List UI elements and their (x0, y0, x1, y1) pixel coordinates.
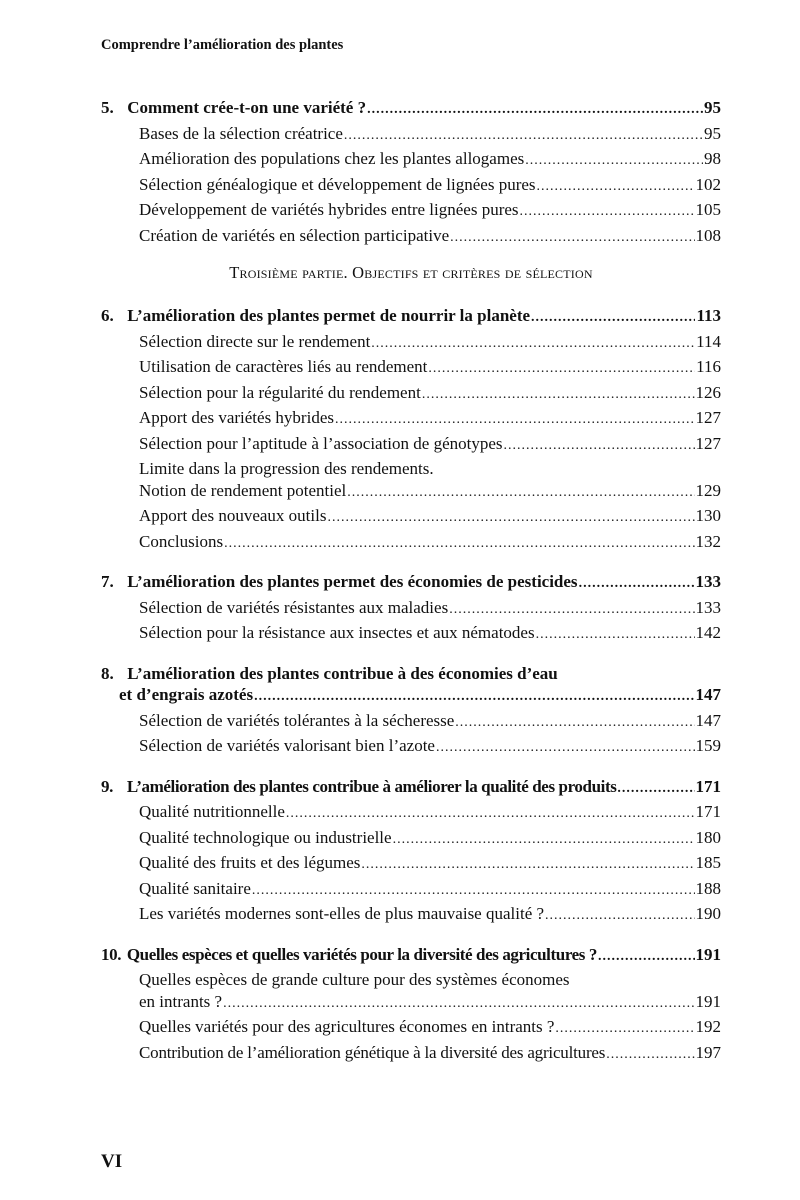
entry-label: Apport des variétés hybrides (139, 408, 334, 427)
toc-entry[interactable] (101, 850, 721, 876)
entry-label: Les variétés modernes sont-elles de plus mauvaise qualité ? (139, 904, 545, 923)
chapter-number: 8. (101, 663, 114, 683)
entry-label: Conclusions (139, 531, 224, 551)
chapter-9-title-line[interactable] (101, 774, 721, 800)
chapter-6 (101, 303, 721, 554)
leader-dots (555, 1016, 694, 1040)
chapter-title-text (101, 569, 578, 595)
toc-entry[interactable] (101, 799, 721, 825)
leader-dots (455, 710, 694, 734)
chapter-title-text (101, 942, 597, 968)
toc-entry-line2[interactable] (101, 989, 721, 1015)
page-number: 133 (695, 572, 721, 591)
toc-entry[interactable] (101, 529, 721, 555)
leader-dots (361, 852, 694, 876)
chapter-title: L’amélioration des plantes permet des économies de pesticides (127, 572, 578, 591)
page-number: 132 (695, 531, 721, 551)
page-number: 108 (695, 225, 721, 245)
leader-dots (393, 827, 695, 851)
leader-dots (344, 123, 703, 147)
entry-label: Sélection généalogique et développement de lignées pures (139, 174, 536, 194)
page-number: 192 (695, 1017, 721, 1036)
toc-entry[interactable] (101, 172, 721, 198)
chapter-title: L’amélioration des plantes contribue à améliorer la qualité des produits (126, 776, 617, 796)
toc-entry[interactable] (101, 901, 721, 927)
entry-label: Sélection pour la régularité du rendement (139, 382, 421, 402)
page-number: 197 (695, 1042, 721, 1062)
page-number: 185 (695, 853, 721, 872)
chapter-number: 10. (101, 944, 122, 964)
entry-label: Création de variétés en sélection participative (139, 225, 450, 245)
toc-entry[interactable] (101, 733, 721, 759)
chapter-title: Comment crée-t-on une variété ? (127, 98, 367, 117)
running-head: Comprendre l’amélioration des plantes (101, 37, 344, 53)
leader-dots (286, 801, 695, 825)
chapter-number: 7. (101, 572, 114, 591)
leader-dots (579, 571, 695, 595)
page-folio: VI (101, 1151, 123, 1172)
toc-entry[interactable] (101, 405, 721, 431)
page-number: 95 (704, 123, 721, 143)
chapter-9 (101, 774, 721, 927)
entry-label: Sélection de variétés tolérantes à la sécheresse (139, 710, 455, 730)
chapter-number: 5. (101, 98, 114, 117)
entry-label: Qualité des fruits et des légumes (139, 853, 361, 872)
entry-label: Sélection pour l’aptitude à l’association de génotypes (139, 433, 503, 453)
chapter-7 (101, 569, 721, 646)
toc-entry[interactable] (101, 354, 721, 380)
leader-dots (224, 531, 694, 555)
page-number: 98 (704, 149, 721, 168)
entry-label: Développement de variétés hybrides entre lignées pures (139, 200, 519, 219)
entry-label: Quelles variétés pour des agricultures économes en intrants ? (139, 1017, 555, 1036)
entry-label: Qualité sanitaire (139, 878, 251, 898)
leader-dots (327, 505, 694, 529)
entry-label: Limite dans la progression des rendements. (139, 459, 434, 478)
entry-label: Apport des nouveaux outils (139, 506, 327, 525)
leader-dots (428, 356, 695, 380)
page-number: 114 (696, 331, 721, 351)
page-number: 159 (695, 736, 721, 755)
leader-dots (545, 903, 694, 927)
chapter-title-text (101, 95, 366, 121)
entry-label: Sélection de variétés valorisant bien l’azote (139, 736, 435, 755)
page-number: 127 (695, 433, 721, 453)
entry-label: Qualité technologique ou industrielle (139, 827, 392, 847)
chapter-title: et d’engrais azotés (119, 685, 254, 704)
page-number: 130 (695, 506, 721, 525)
page-number: 190 (695, 904, 721, 923)
page-number: 95 (704, 98, 721, 117)
leader-dots (371, 331, 695, 355)
toc-entry[interactable] (101, 121, 721, 147)
chapter-title: L’amélioration des plantes contribue à des économies d’eau (127, 663, 558, 683)
entry-label: Quelles espèces de grande culture pour des systèmes économes (139, 970, 570, 989)
page-number: 188 (695, 878, 721, 898)
leader-dots (367, 97, 703, 121)
page-number: 129 (695, 480, 721, 500)
entry-label: Amélioration des populations chez les plantes allogames (139, 149, 525, 168)
entry-label: Sélection directe sur le rendement (139, 331, 371, 351)
page-number: 147 (695, 710, 721, 730)
chapter-10-title-line[interactable] (101, 942, 721, 968)
page-number: 126 (695, 382, 721, 402)
page-number: 133 (695, 597, 721, 617)
page-number: 142 (695, 623, 721, 642)
chapter-number: 6. (101, 306, 114, 325)
toc-entry[interactable] (101, 329, 721, 355)
entry-label: Sélection de variétés résistantes aux maladies (139, 597, 449, 617)
leader-dots (223, 991, 694, 1015)
toc-entry[interactable] (101, 708, 721, 734)
toc-entry[interactable] (101, 197, 721, 223)
page-number: 171 (695, 776, 721, 796)
page-number: 147 (695, 685, 721, 704)
leader-dots (617, 776, 694, 800)
leader-dots (347, 480, 694, 504)
toc-entry[interactable] (101, 1014, 721, 1040)
chapter-10 (101, 942, 721, 1066)
leader-dots (335, 407, 695, 431)
chapter-5 (101, 95, 721, 248)
chapter-title: L’amélioration des plantes permet de nourrir la planète (127, 306, 531, 325)
entry-label: Qualité nutritionnelle (139, 802, 285, 821)
leader-dots (598, 944, 695, 968)
chapter-8-title-line2[interactable] (101, 682, 721, 708)
leader-dots (525, 148, 703, 172)
toc-entry-line2[interactable] (101, 478, 721, 504)
toc-entry[interactable] (101, 146, 721, 172)
leader-dots (536, 622, 695, 646)
chapter-7-title-line[interactable] (101, 569, 721, 595)
page-number: 105 (695, 200, 721, 219)
page-number: 116 (696, 357, 721, 376)
entry-label: Utilisation de caractères liés au rendement (139, 357, 428, 376)
chapter-title-text (101, 774, 616, 800)
leader-dots (449, 597, 694, 621)
toc-entry[interactable] (101, 825, 721, 851)
entry-label: Contribution de l’amélioration génétique à la diversité des agricultures (139, 1042, 606, 1062)
leader-dots (252, 878, 695, 902)
chapter-5-title-line[interactable] (101, 95, 721, 121)
leader-dots (606, 1042, 694, 1066)
toc-entry[interactable] (101, 595, 721, 621)
chapter-8 (101, 661, 721, 759)
toc-entry[interactable] (101, 503, 721, 529)
page-number: 113 (696, 306, 721, 325)
toc-entry[interactable] (101, 223, 721, 249)
entry-label: Sélection pour la résistance aux insectes et aux nématodes (139, 623, 535, 642)
part-title: Troisième partie. Objectifs et critères de sélection (229, 263, 593, 282)
leader-dots (436, 735, 695, 759)
toc-entry[interactable] (101, 1040, 721, 1066)
leader-dots (531, 305, 695, 329)
table-of-contents (101, 95, 721, 1080)
leader-dots (422, 382, 695, 406)
entry-label: Notion de rendement potentiel (139, 480, 347, 500)
entry-label: en intrants ? (139, 991, 223, 1011)
chapter-number: 9. (101, 776, 113, 796)
toc-entry[interactable] (101, 620, 721, 646)
leader-dots (520, 199, 695, 223)
page-number: 191 (695, 944, 721, 964)
entry-label: Bases de la sélection créatrice (139, 123, 343, 143)
chapter-6-title-line[interactable] (101, 303, 721, 329)
toc-entry[interactable] (101, 431, 721, 457)
leader-dots (537, 174, 695, 198)
toc-entry[interactable] (101, 876, 721, 902)
chapter-title-text (101, 303, 530, 329)
toc-entry[interactable] (101, 380, 721, 406)
leader-dots (450, 225, 694, 249)
page-number: 102 (695, 174, 721, 194)
chapter-title: Quelles espèces et quelles variétés pour la diversité des agricultures ? (126, 944, 597, 964)
leader-dots (504, 433, 695, 457)
page-number: 171 (695, 802, 721, 821)
page-number: 191 (695, 991, 721, 1011)
page-number: 180 (695, 827, 721, 847)
page-number: 127 (695, 408, 721, 427)
leader-dots (254, 684, 694, 708)
